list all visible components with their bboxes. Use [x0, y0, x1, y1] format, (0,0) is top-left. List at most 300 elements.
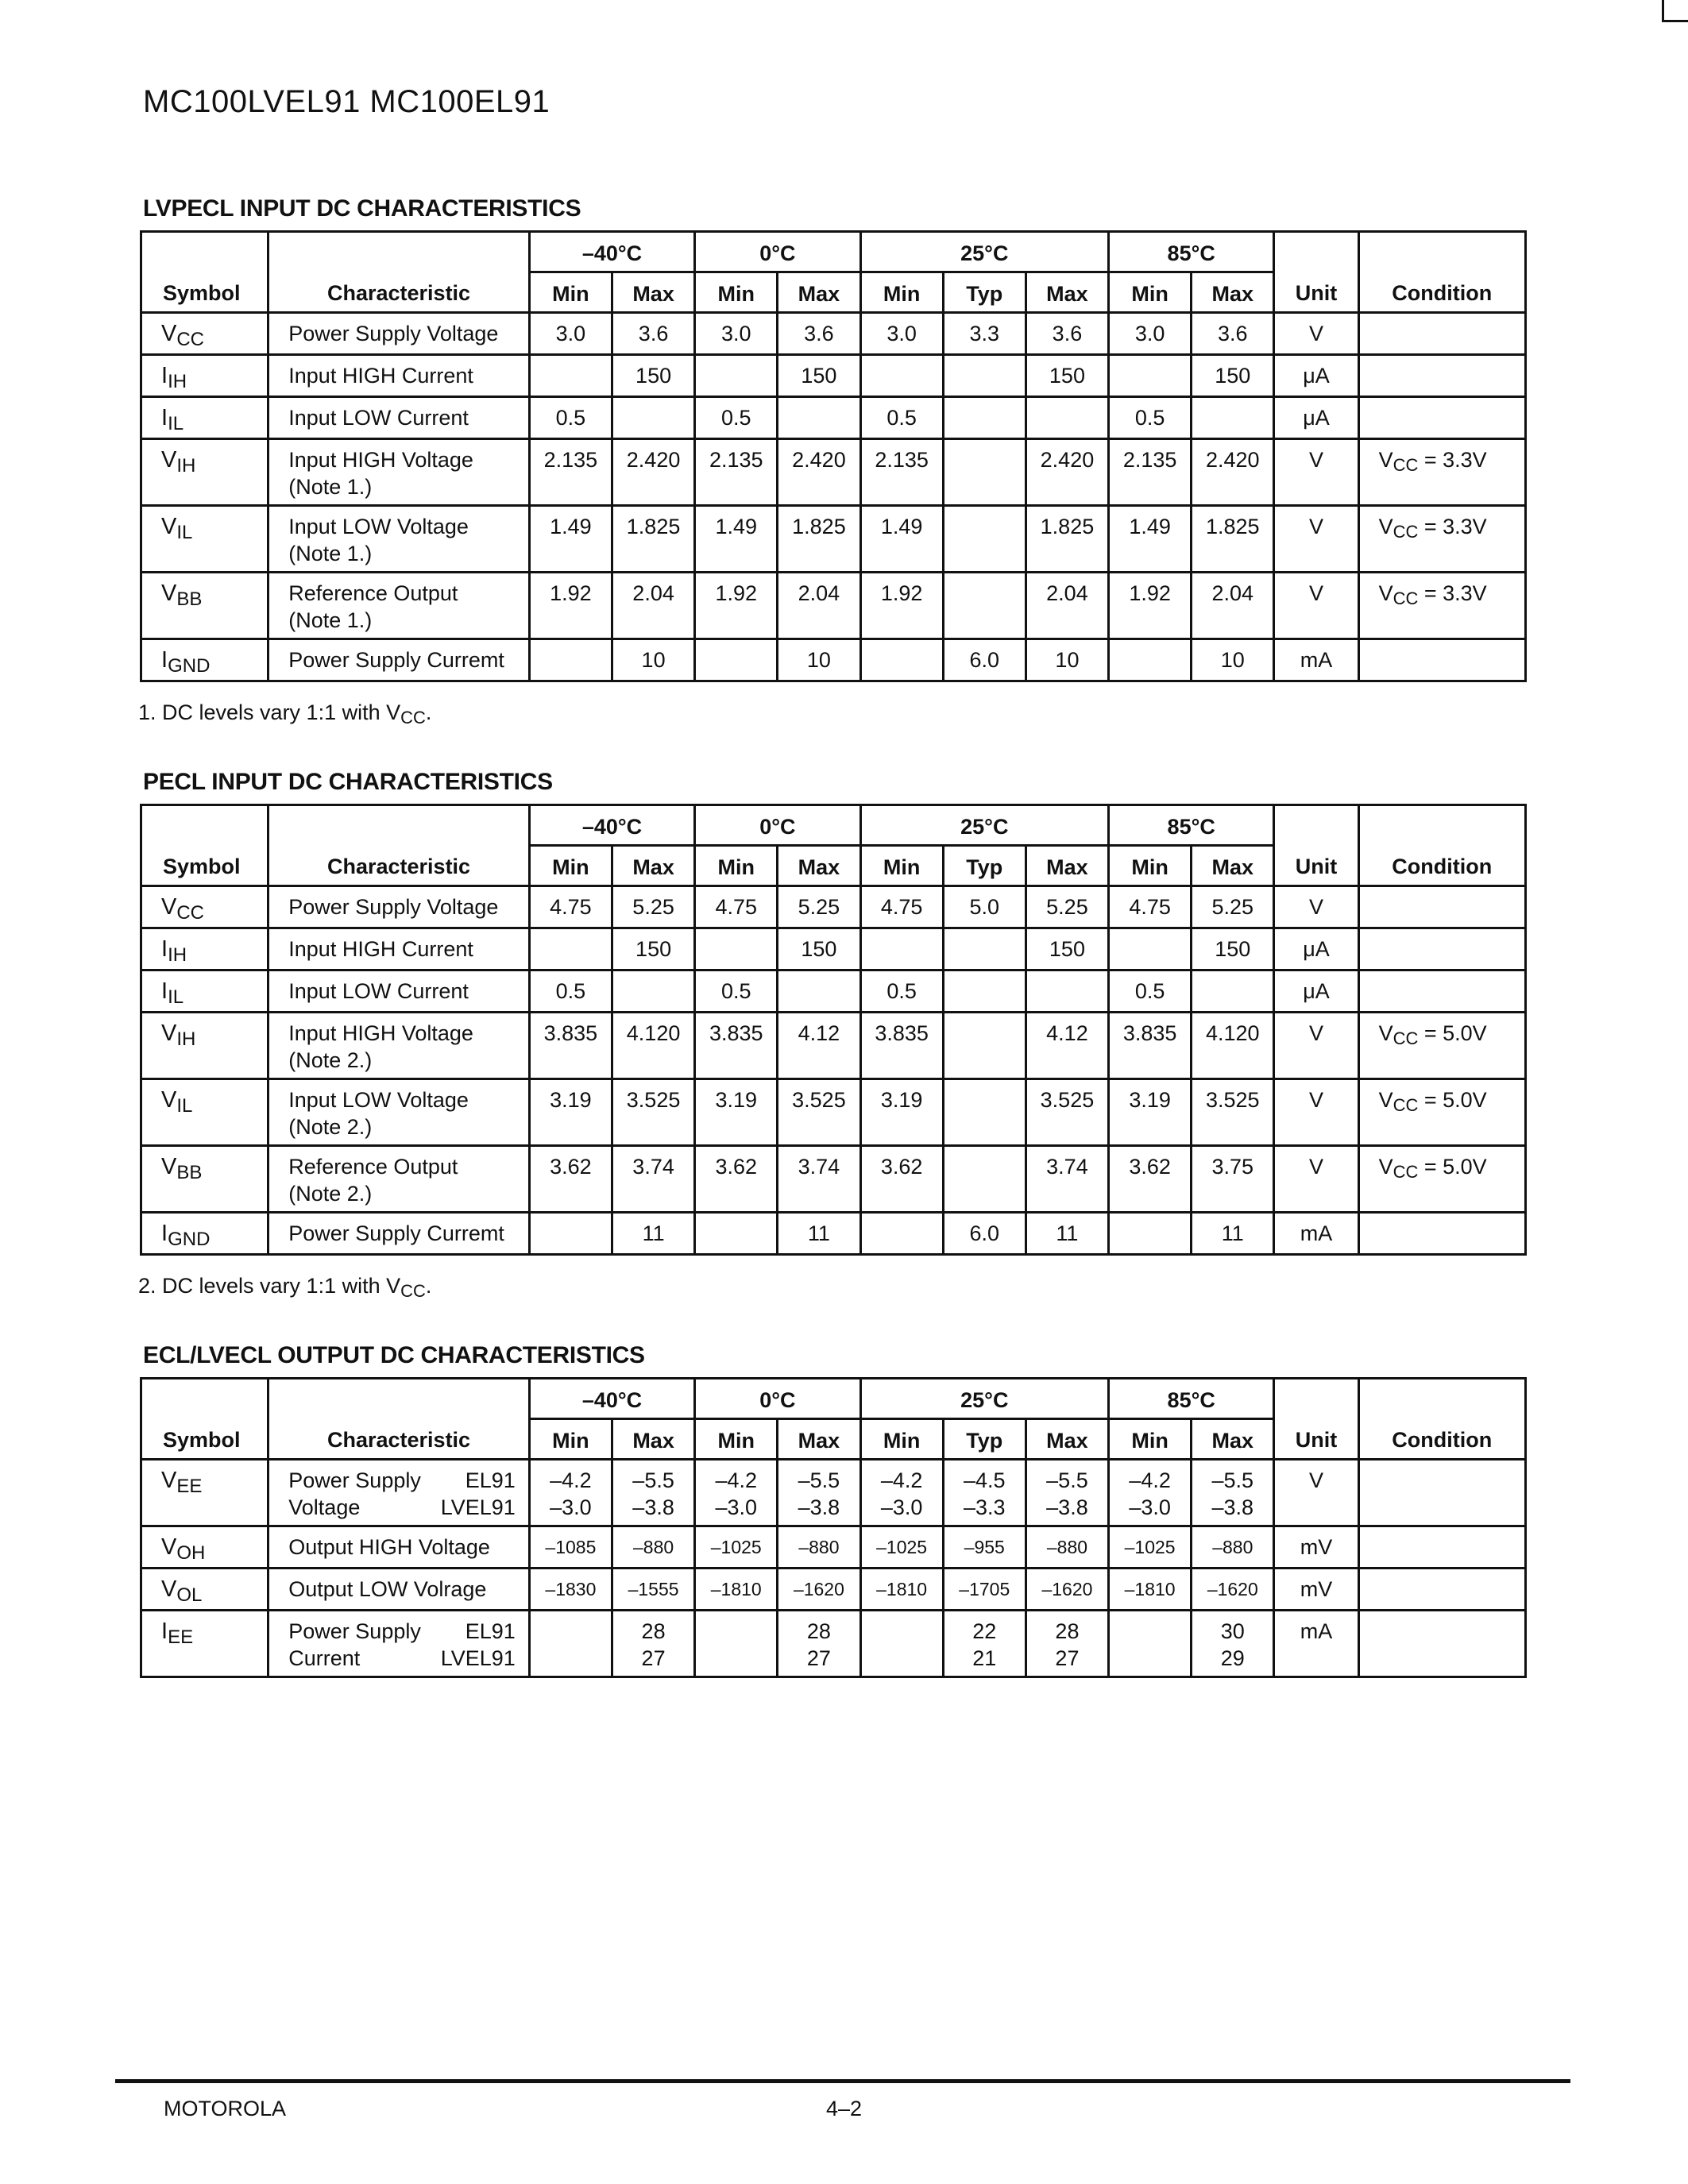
value-cell [1026, 1460, 1108, 1526]
header-subcolumn: Min [695, 272, 778, 313]
value-cell: 6.0 [943, 639, 1026, 681]
value-cell [860, 355, 943, 397]
value-cell: 3.62 [695, 1146, 778, 1213]
symbol-subscript: OL [176, 1584, 203, 1606]
footnote-text: 2. DC levels vary 1:1 with V [138, 1274, 401, 1298]
value-cell [1192, 1460, 1274, 1526]
value-cell [529, 928, 612, 970]
symbol-cell [141, 313, 268, 355]
header-condition: Condition [1358, 232, 1525, 313]
value-line: –5.5 [798, 1468, 840, 1492]
value-cell: 11 [778, 1213, 860, 1255]
value-cell: 2.135 [695, 439, 778, 506]
value-cell: –1830 [529, 1569, 612, 1611]
condition-value: = 3.3V [1418, 448, 1487, 472]
value-cell [1109, 355, 1192, 397]
value-cell: 3.835 [695, 1013, 778, 1079]
table-row [141, 439, 1526, 506]
value-cell [1109, 1611, 1192, 1677]
value-cell [778, 397, 860, 439]
condition-value: = 5.0V [1418, 1155, 1487, 1179]
header-characteristic: Characteristic [268, 1379, 530, 1460]
table-row [141, 1460, 1526, 1526]
table-row [141, 506, 1526, 573]
characteristic-line [288, 1645, 528, 1672]
condition-cell [1358, 397, 1525, 439]
pecl-section-title: PECL INPUT DC CHARACTERISTICS [143, 769, 553, 795]
symbol-subscript: EE [168, 1626, 194, 1648]
header-subcolumn: Max [612, 1419, 694, 1460]
ecl-section-title: ECL/LVECL OUTPUT DC CHARACTERISTICS [143, 1342, 645, 1368]
value-cell [943, 1611, 1026, 1677]
value-line: 30 [1220, 1619, 1245, 1643]
header-subcolumn: Max [1192, 1419, 1274, 1460]
value-line: 22 [972, 1619, 997, 1643]
unit-cell: V [1274, 1146, 1358, 1213]
symbol-cell [141, 1526, 268, 1569]
characteristic-cell [268, 506, 530, 573]
condition-cell [1358, 1213, 1525, 1255]
value-cell [943, 397, 1026, 439]
value-cell [943, 1079, 1026, 1146]
value-line: –3.0 [550, 1495, 592, 1519]
value-cell: 0.5 [1109, 397, 1192, 439]
table-row [141, 397, 1526, 439]
condition-cell [1358, 573, 1525, 639]
value-cell: 6.0 [943, 1213, 1026, 1255]
ecl-table [140, 1377, 1527, 1678]
value-line: –3.0 [1129, 1495, 1171, 1519]
value-cell: 150 [612, 928, 694, 970]
header-subcolumn: Max [1026, 846, 1108, 886]
symbol-base: V [161, 447, 177, 473]
value-cell [612, 1460, 694, 1526]
value-cell [695, 1611, 778, 1677]
symbol-base: V [161, 894, 177, 920]
value-cell [778, 970, 860, 1013]
characteristic-cell: Output HIGH Voltage [268, 1526, 530, 1569]
value-cell: 3.19 [529, 1079, 612, 1146]
value-cell [529, 1460, 612, 1526]
value-cell [1109, 1213, 1192, 1255]
symbol-cell [141, 439, 268, 506]
value-cell: 11 [1026, 1213, 1108, 1255]
value-cell: 4.12 [1026, 1013, 1108, 1079]
symbol-base: I [161, 1221, 168, 1246]
symbol-subscript: IH [176, 455, 196, 477]
header-subcolumn: Min [529, 272, 612, 313]
symbol-cell [141, 1013, 268, 1079]
characteristic-cell [268, 397, 530, 439]
value-cell: –1620 [1192, 1569, 1274, 1611]
lvpecl-footnote [138, 700, 431, 728]
value-cell: 3.62 [529, 1146, 612, 1213]
condition-cell [1358, 1013, 1525, 1079]
characteristic-line: Input LOW Current [288, 406, 469, 430]
unit-cell: μA [1274, 397, 1358, 439]
characteristic-label: Current [288, 1646, 361, 1670]
unit-cell: V [1274, 573, 1358, 639]
value-line: 28 [641, 1619, 666, 1643]
characteristic-cell [268, 1013, 530, 1079]
value-cell: 150 [1026, 928, 1108, 970]
value-line: –3.3 [963, 1495, 1006, 1519]
unit-cell: μA [1274, 355, 1358, 397]
characteristic-cell [268, 1079, 530, 1146]
value-cell: 0.5 [529, 970, 612, 1013]
header-temperature: 85°C [1109, 232, 1274, 272]
symbol-subscript: CC [176, 329, 205, 350]
value-cell: 1.49 [529, 506, 612, 573]
value-cell: 1.49 [1109, 506, 1192, 573]
value-line: –4.2 [880, 1468, 923, 1492]
condition-value: = 5.0V [1418, 1088, 1487, 1112]
condition-subscript: CC [1393, 522, 1419, 542]
value-cell: –1810 [860, 1569, 943, 1611]
table-row [141, 1611, 1526, 1677]
symbol-subscript: CC [176, 902, 205, 924]
symbol-cell [141, 1460, 268, 1526]
footnote-text: 1. DC levels vary 1:1 with V [138, 700, 401, 724]
header-subcolumn: Typ [943, 1419, 1026, 1460]
characteristic-cell [268, 1460, 530, 1526]
value-cell: 3.835 [860, 1013, 943, 1079]
value-cell: 1.825 [778, 506, 860, 573]
condition-cell [1358, 1611, 1525, 1677]
condition-value: = 3.3V [1418, 515, 1487, 538]
value-cell [943, 439, 1026, 506]
symbol-cell [141, 970, 268, 1013]
device-variant: EL91 [465, 1468, 516, 1492]
value-cell [943, 928, 1026, 970]
value-cell: 3.3 [943, 313, 1026, 355]
footer-rule [115, 2079, 1570, 2083]
value-cell: 3.62 [1109, 1146, 1192, 1213]
value-cell [1192, 970, 1274, 1013]
unit-cell: mA [1274, 1213, 1358, 1255]
value-cell [695, 1460, 778, 1526]
value-cell: –1025 [1109, 1526, 1192, 1569]
value-cell: 2.04 [1192, 573, 1274, 639]
symbol-subscript: IL [168, 413, 184, 434]
footer-brand: MOTOROLA [164, 2097, 287, 2120]
value-cell: 150 [778, 355, 860, 397]
footer-page-number: 4–2 [826, 2097, 863, 2120]
symbol-subscript: IH [176, 1028, 196, 1050]
characteristic-cell [268, 970, 530, 1013]
table-row [141, 639, 1526, 681]
value-cell: 2.04 [612, 573, 694, 639]
value-cell: –1620 [778, 1569, 860, 1611]
characteristic-line: Input LOW Current [288, 979, 469, 1003]
value-cell [695, 639, 778, 681]
symbol-base: V [161, 1154, 177, 1179]
characteristic-cell [268, 639, 530, 681]
value-line: 29 [1220, 1646, 1245, 1670]
condition-base: V [1378, 581, 1393, 605]
header-subcolumn: Min [529, 1419, 612, 1460]
condition-cell [1358, 355, 1525, 397]
value-cell: 0.5 [695, 397, 778, 439]
table-row [141, 970, 1526, 1013]
header-subcolumn: Min [695, 1419, 778, 1460]
characteristic-line [288, 1618, 528, 1645]
value-cell [1109, 639, 1192, 681]
value-cell: 1.92 [695, 573, 778, 639]
value-cell: –880 [1026, 1526, 1108, 1569]
header-subcolumn: Max [612, 272, 694, 313]
symbol-subscript: IH [168, 944, 187, 966]
condition-subscript: CC [1393, 1028, 1419, 1048]
lvpecl-section-title: LVPECL INPUT DC CHARACTERISTICS [143, 195, 581, 222]
value-line: –4.2 [550, 1468, 592, 1492]
value-cell: –880 [1192, 1526, 1274, 1569]
table-row [141, 1569, 1526, 1611]
value-cell [860, 1611, 943, 1677]
value-cell [943, 1460, 1026, 1526]
characteristic-line: Power Supply Curremt [288, 1221, 504, 1245]
symbol-base: V [161, 1087, 177, 1113]
condition-cell [1358, 1079, 1525, 1146]
unit-cell: mA [1274, 639, 1358, 681]
header-subcolumn: Max [778, 1419, 860, 1460]
symbol-cell [141, 573, 268, 639]
characteristic-line: (Note 1.) [288, 542, 373, 565]
value-cell: 1.49 [695, 506, 778, 573]
characteristic-line: Reference Output [288, 581, 458, 605]
header-subcolumn: Min [529, 846, 612, 886]
condition-subscript: CC [1393, 588, 1419, 608]
value-cell [778, 1460, 860, 1526]
value-cell: –1555 [612, 1569, 694, 1611]
value-cell: 3.75 [1192, 1146, 1274, 1213]
symbol-cell [141, 506, 268, 573]
value-cell: 4.75 [860, 886, 943, 928]
value-cell: 4.12 [778, 1013, 860, 1079]
value-cell [695, 928, 778, 970]
value-cell [943, 1146, 1026, 1213]
value-cell: 2.135 [860, 439, 943, 506]
value-cell: 4.75 [1109, 886, 1192, 928]
symbol-subscript: GND [168, 1229, 211, 1250]
symbol-cell [141, 639, 268, 681]
value-cell: 5.0 [943, 886, 1026, 928]
value-line: –5.5 [1211, 1468, 1254, 1492]
value-cell: 4.75 [695, 886, 778, 928]
unit-cell: V [1274, 886, 1358, 928]
value-line: –3.8 [632, 1495, 674, 1519]
value-line: –5.5 [1046, 1468, 1088, 1492]
value-cell: 3.62 [860, 1146, 943, 1213]
characteristic-cell: Output LOW Volrage [268, 1569, 530, 1611]
header-temperature: 0°C [695, 232, 860, 272]
header-temperature: 0°C [695, 805, 860, 846]
value-cell: –880 [612, 1526, 694, 1569]
value-cell: –880 [778, 1526, 860, 1569]
value-cell [943, 1013, 1026, 1079]
value-cell: 1.92 [1109, 573, 1192, 639]
characteristic-cell [268, 886, 530, 928]
header-subcolumn: Max [1192, 272, 1274, 313]
value-cell [529, 1611, 612, 1677]
value-cell: –1705 [943, 1569, 1026, 1611]
header-temperature: 0°C [695, 1379, 860, 1419]
header-subcolumn: Min [695, 846, 778, 886]
value-cell [943, 970, 1026, 1013]
characteristic-cell [268, 1146, 530, 1213]
symbol-base: I [161, 647, 168, 673]
value-cell: 10 [1026, 639, 1108, 681]
value-cell: –1025 [695, 1526, 778, 1569]
value-cell: 2.135 [1109, 439, 1192, 506]
value-cell: 150 [1192, 355, 1274, 397]
header-subcolumn: Min [1109, 272, 1192, 313]
symbol-cell [141, 1569, 268, 1611]
value-cell: –955 [943, 1526, 1026, 1569]
value-cell: 11 [612, 1213, 694, 1255]
symbol-subscript: EE [176, 1476, 203, 1497]
characteristic-label: Power Supply [288, 1619, 421, 1643]
value-cell [695, 355, 778, 397]
condition-value: = 3.3V [1418, 581, 1487, 605]
characteristic-cell [268, 439, 530, 506]
header-temperature: 25°C [860, 805, 1109, 846]
value-cell: 3.6 [1026, 313, 1108, 355]
value-line: –4.5 [963, 1468, 1006, 1492]
characteristic-line: Input LOW Voltage [288, 1088, 469, 1112]
characteristic-line: (Note 2.) [288, 1182, 373, 1206]
value-cell: 5.25 [778, 886, 860, 928]
value-line: –3.8 [798, 1495, 840, 1519]
value-cell: –1085 [529, 1526, 612, 1569]
value-cell: 3.19 [695, 1079, 778, 1146]
condition-cell [1358, 313, 1525, 355]
characteristic-line: Reference Output [288, 1155, 458, 1179]
value-cell: 1.49 [860, 506, 943, 573]
value-cell: 3.74 [778, 1146, 860, 1213]
characteristic-label: Power Supply [288, 1468, 421, 1492]
unit-cell: V [1274, 1013, 1358, 1079]
condition-base: V [1378, 448, 1393, 472]
unit-cell: mV [1274, 1526, 1358, 1569]
value-cell [1109, 928, 1192, 970]
header-subcolumn: Min [860, 846, 943, 886]
value-cell: 0.5 [1109, 970, 1192, 1013]
table-row [141, 1526, 1526, 1569]
condition-cell [1358, 928, 1525, 970]
value-cell: 3.0 [695, 313, 778, 355]
footnote-subscript: CC [400, 708, 426, 727]
value-cell [529, 355, 612, 397]
header-symbol: Symbol [141, 805, 268, 886]
unit-cell: V [1274, 1460, 1358, 1526]
condition-cell [1358, 1569, 1525, 1611]
value-cell [529, 1213, 612, 1255]
value-line: 21 [972, 1646, 997, 1670]
value-cell: 10 [1192, 639, 1274, 681]
value-cell [943, 355, 1026, 397]
header-condition: Condition [1358, 805, 1525, 886]
condition-cell [1358, 639, 1525, 681]
header-temperature: 25°C [860, 1379, 1109, 1419]
header-temperature: 85°C [1109, 805, 1274, 846]
value-cell: 10 [612, 639, 694, 681]
value-line: –4.2 [715, 1468, 758, 1492]
characteristic-line: Power Supply Voltage [288, 322, 499, 345]
value-line: –5.5 [632, 1468, 674, 1492]
symbol-cell [141, 397, 268, 439]
corner-crop-mark [1662, 0, 1688, 22]
value-cell: 0.5 [529, 397, 612, 439]
value-cell: 1.92 [529, 573, 612, 639]
value-cell: 3.0 [529, 313, 612, 355]
value-cell: –1810 [1109, 1569, 1192, 1611]
symbol-cell [141, 1611, 268, 1677]
condition-cell [1358, 1460, 1525, 1526]
value-cell: 3.0 [1109, 313, 1192, 355]
characteristic-cell [268, 355, 530, 397]
value-cell: 5.25 [612, 886, 694, 928]
characteristic-cell [268, 928, 530, 970]
unit-cell: μA [1274, 928, 1358, 970]
value-cell: 1.92 [860, 573, 943, 639]
unit-cell: V [1274, 439, 1358, 506]
symbol-base: V [161, 1021, 177, 1046]
value-cell: 0.5 [695, 970, 778, 1013]
value-cell: 1.825 [1026, 506, 1108, 573]
condition-subscript: CC [1393, 1162, 1419, 1182]
lvpecl-table [140, 230, 1527, 682]
value-cell: –1620 [1026, 1569, 1108, 1611]
value-cell: 5.25 [1192, 886, 1274, 928]
value-line: –3.8 [1211, 1495, 1254, 1519]
value-cell [1026, 397, 1108, 439]
characteristic-line: (Note 1.) [288, 608, 373, 632]
value-line: 28 [1055, 1619, 1080, 1643]
header-unit: Unit [1274, 232, 1358, 313]
header-characteristic: Characteristic [268, 232, 530, 313]
characteristic-cell [268, 573, 530, 639]
symbol-base: I [161, 405, 168, 430]
value-cell: 3.835 [1109, 1013, 1192, 1079]
characteristic-line: (Note 1.) [288, 475, 373, 499]
value-cell: 3.525 [1026, 1079, 1108, 1146]
header-unit: Unit [1274, 1379, 1358, 1460]
value-cell: 3.74 [612, 1146, 694, 1213]
symbol-base: I [161, 978, 168, 1004]
value-cell: 150 [612, 355, 694, 397]
table-row [141, 1146, 1526, 1213]
value-cell [860, 928, 943, 970]
value-cell: 2.420 [612, 439, 694, 506]
characteristic-line: Input LOW Voltage [288, 515, 469, 538]
header-subcolumn: Max [1192, 846, 1274, 886]
pecl-footnote [138, 1274, 431, 1302]
value-cell: 4.120 [612, 1013, 694, 1079]
unit-cell: mV [1274, 1569, 1358, 1611]
footnote-end: . [425, 700, 432, 724]
symbol-cell [141, 1146, 268, 1213]
value-cell [529, 639, 612, 681]
value-cell [860, 1213, 943, 1255]
value-cell [695, 1213, 778, 1255]
characteristic-label: Voltage [288, 1495, 361, 1519]
table-row [141, 928, 1526, 970]
characteristic-line [288, 1467, 528, 1494]
value-cell: 5.25 [1026, 886, 1108, 928]
header-characteristic: Characteristic [268, 805, 530, 886]
condition-cell [1358, 886, 1525, 928]
